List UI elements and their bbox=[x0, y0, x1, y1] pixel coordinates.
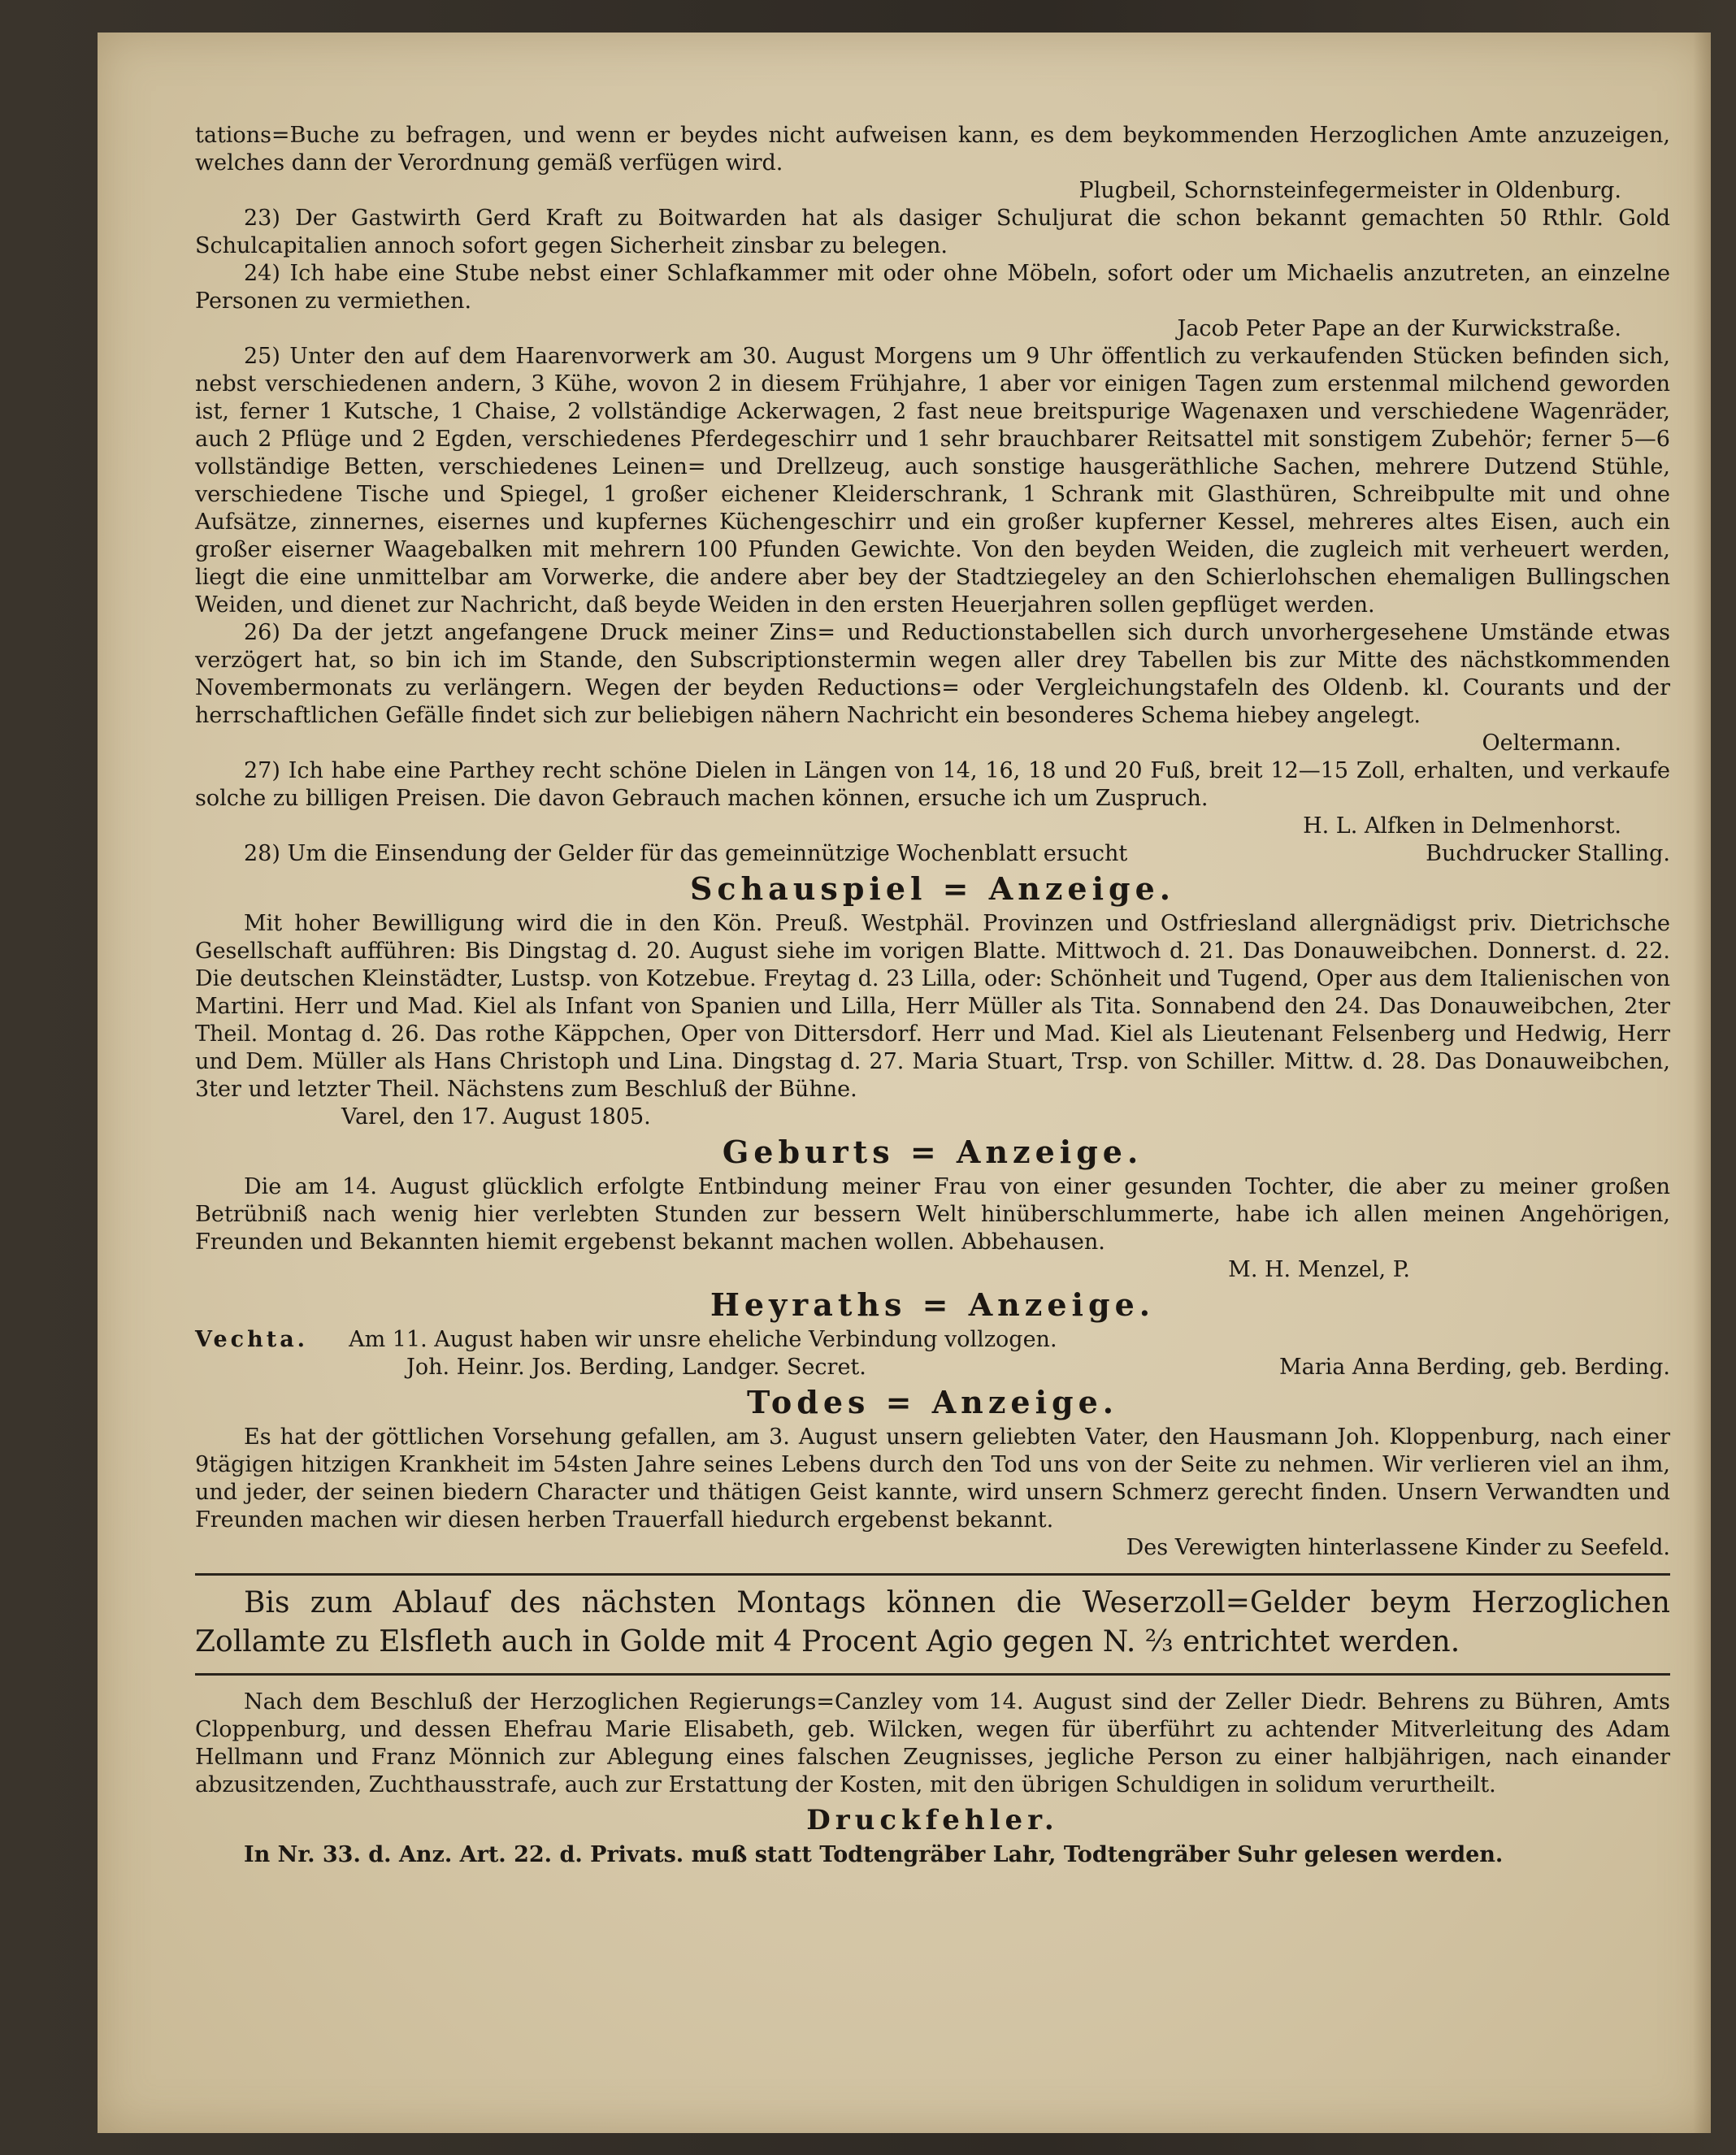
page-edge-shadow bbox=[1693, 33, 1711, 2133]
marriage-heading: Heyraths = Anzeige. bbox=[710, 1286, 1155, 1323]
marriage-signature-right: Maria Anna Berding, geb. Berding. bbox=[1278, 1355, 1670, 1380]
ad-25-text: 25) Unter den auf dem Haarenvorwerk am 30. August Morgens um 9 Uhr öffentlich zu verkaufenden Stücken befinden sich, nebst verschiedenen andern, 3 Kühe, wovon 2 in diesem Frühjahre, 1 aber vor einigen Tagen zum erstenmal milchend geworden ist, ferner 1 Kutsche, 1 Chaise, 2 vollständige Ackerwagen, 2 fast neue breitspurige Wagenaxen und verschiedene Wagenräder, auch 2 Pflüge und 2 Egden, verschiedenes Pferdegeschirr und 1 sehr brauchbarer Reitsattel mit sonstigem Zubehör; ferner 5—6 vollständige Betten, verschiedenes Leinen= und Drellzeug, auch sonstige hausgeräthliche Sachen, mehrere Dutzend Stühle, verschiedene Tische und Spiegel, 1 großer eichener Kleiderschrank, 1 Schrank mit Glasthüren, Schreibpulte mit und ohne Aufsätze, zinnernes, eisernes und kupfernes Küchengeschirr und ein großer kupferner Kessel, mehreres altes Eisen, auch ein großer eiserner Waagebalken mit mehrern 100 Pfunden Gewichte. Von den beyden Weiden, die zugleich mit verheuert werden, liegt die eine unmittelbar am Vorwerke, die andere aber bey der Stadtziegeley an den Schierlohschen ehemaligen Bullingschen Weiden, und dienet zur Nachricht, daß beyde Weiden in den ersten Heuerjahren sollen gepflüget werden. bbox=[195, 344, 1670, 618]
ad-24-text: 24) Ich habe eine Stube nebst einer Schlafkammer mit oder ohne Möbeln, sofort oder um Michaelis anzutreten, an einzelne Personen zu vermiethen. bbox=[195, 261, 1670, 314]
intro-text: tations=Buche zu befragen, und wenn er beydes nicht aufweisen kann, es dem beykommenden Herzoglichen Amte anzuzeigen, welches dann der Verordnung gemäß verfügen wird. bbox=[195, 123, 1670, 176]
birth-text: Die am 14. August glücklich erfolgte Entbindung meiner Frau von einer gesunden Tochter, die aber zu meiner großen Betrübniß nach wenig hier verlebten Stunden zur bessern Welt hinüberschlummerte, habe ich allen meinen Angehörigen, Freunden und Bekannten hiemit ergebenst bekannt machen wollen. Abbehausen. bbox=[195, 1174, 1670, 1255]
birth-heading: Geburts = Anzeige. bbox=[722, 1134, 1144, 1170]
theater-text: Mit hoher Bewilligung wird die in den Kön. Preuß. Westphäl. Provinzen und Ostfriesland allergnädigst priv. Dietrichsche Gesellschaft aufführen: Bis Dingstag d. 20. August siehe im vorigen Blatte. Mittwoch d. 21. Das Donauweibchen. Donnerst. d. 22. Die deutschen Kleinstädter, Lustsp. von Kotzebue. Freytag d. 23 Lilla, oder: Schönheit und Tugend, Oper aus dem Italienischen von Martini. Herr und Mad. Kiel als Infant von Spanien und Lilla, Herr Müller als Tita. Sonnabend den 24. Das Donauweibchen, 2ter Theil. Montag d. 26. Das rothe Käppchen, Oper von Dittersdorf. Herr und Mad. Kiel als Lieutenant Felsenberg und Hedwig, Herr und Dem. Müller als Hans Christoph und Lina. Dingstag d. 27. Maria Stuart, Trsp. von Schiller. Mittw. d. 28. Das Donauweibchen, 3ter und letzter Theil. Nächstens zum Beschluß der Bühne. bbox=[195, 911, 1670, 1102]
ad-26-text: 26) Da der jetzt angefangene Druck meiner Zins= und Reductionstabellen sich durch unvorhergesehene Umstände etwas verzögert hat, so bin ich im Stande, den Subscriptionstermin wegen aller drey Tabellen bis zur Mitte des nächstkommenden Novembermonats zu verlängern. Wegen der beyden Reductions= oder Vergleichungstafeln des Oldenb. kl. Courants und der herrschaftlichen Gefälle findet sich zur beliebigen nähern Nachricht ein besonderes Schema hiebey angelegt. bbox=[195, 620, 1670, 728]
ad-24-signature: Jacob Peter Pape an der Kurwickstraße. bbox=[1177, 316, 1621, 341]
intro-signature: Plugbeil, Schornsteinfegermeister in Oldenburg. bbox=[1078, 178, 1621, 203]
ad-28-text: 28) Um die Einsendung der Gelder für das gemeinnützige Wochenblatt ersucht bbox=[244, 841, 1128, 866]
court-text: Nach dem Beschluß der Herzoglichen Regierungs=Canzley vom 14. August sind der Zeller Diedr. Behrens zu Bühren, Amts Cloppenburg, und dessen Ehefrau Marie Elisabeth, geb. Wilcken, wegen für überführt zu achtender Mitverleitung des Adam Hellmann und Franz Mönnich zur Ablegung eines falschen Zeugnisses, jegliche Person zu einer halbjährigen, nach einander abzusitzenden, Zuchthausstrafe, auch zur Erstattung der Kosten, mit den übrigen Schuldigen in solidum verurtheilt. bbox=[195, 1689, 1670, 1797]
ad-27-text: 27) Ich habe eine Parthey recht schöne Dielen in Längen von 14, 16, 18 und 20 Fuß, breit 12—15 Zoll, erhalten, und verkaufe solche zu billigen Preisen. Die davon Gebrauch machen können, ersuche ich um Zuspruch. bbox=[195, 758, 1670, 811]
errata-heading: Druckfehler. bbox=[806, 1804, 1059, 1836]
ad-27-signature: H. L. Alfken in Delmenhorst. bbox=[1303, 813, 1621, 839]
errata-text: In Nr. 33. d. Anz. Art. 22. d. Privats. muß statt Todtengräber Lahr, Todtengräber Suhr gelesen werden. bbox=[244, 1842, 1504, 1867]
marriage-signatures bbox=[195, 1354, 1670, 1381]
ad-28-signature: Buchdrucker Stalling. bbox=[1426, 841, 1670, 866]
theater-place-date: Varel, den 17. August 1805. bbox=[341, 1104, 651, 1130]
page-content bbox=[195, 122, 1670, 1869]
death-signature: Des Verewigten hinterlassene Kinder zu Seefeld. bbox=[1126, 1535, 1670, 1560]
death-text: Es hat der göttlichen Vorsehung gefallen, am 3. August unsern geliebten Vater, den Hausmann Joh. Kloppenburg, nach einer 9tägigen hitzigen Krankheit im 54sten Jahre seines Lebens durch den Tod uns von der Seite zu nehmen. Wir verlieren viel an ihm, und jeder, der seinen biedern Character und thätigen Geist kannte, wird unsern Schmerz gerecht finden. Unsern Verwandten und Freunden machen wir diesen herben Trauerfall hiedurch ergebenst bekannt. bbox=[195, 1424, 1670, 1533]
ad-23-text: 23) Der Gastwirth Gerd Kraft zu Boitwarden hat als dasiger Schuljurat die schon bekannt gemachten 50 Rthlr. Gold Schulcapitalien annoch sofort gegen Sicherheit zinsbar zu belegen. bbox=[195, 206, 1670, 258]
birth-signature: M. H. Menzel, P. bbox=[1228, 1257, 1410, 1282]
marriage-place: Vechta. bbox=[195, 1327, 309, 1352]
zoll-notice: Bis zum Ablauf des nächsten Montags können die Weserzoll=Gelder beym Herzoglichen Zollamte zu Elsfleth auch in Golde mit 4 Procent Agio gegen N. ⅔ entrichtet werden. bbox=[195, 1586, 1670, 1659]
notice-bottom-rule bbox=[195, 1673, 1670, 1676]
notice-top-rule bbox=[195, 1573, 1670, 1576]
ad-28-row bbox=[195, 840, 1670, 868]
marriage-signature-left: Joh. Heinr. Jos. Berding, Landger. Secret. bbox=[406, 1355, 866, 1380]
marriage-row bbox=[195, 1326, 1670, 1354]
marriage-text: Am 11. August haben wir unsre eheliche Verbindung vollzogen. bbox=[349, 1327, 1057, 1352]
death-heading: Todes = Anzeige. bbox=[747, 1384, 1118, 1420]
ad-26-signature: Oeltermann. bbox=[1482, 731, 1621, 756]
theater-heading: Schauspiel = Anzeige. bbox=[689, 870, 1176, 907]
